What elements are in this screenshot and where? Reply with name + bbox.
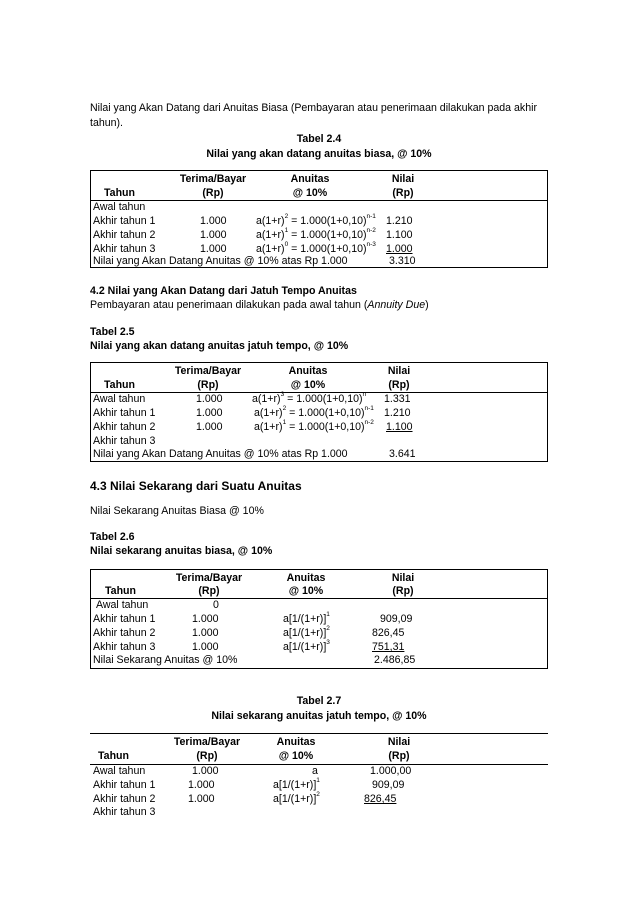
table-2-4-header-terima-unit: (Rp) xyxy=(202,187,224,199)
table-2-5-header-terima-unit: (Rp) xyxy=(197,379,219,391)
table-2-4-header-anuitas-rate: @ 10% xyxy=(292,187,328,199)
table-2-6-title: Nilai sekarang anuitas biasa, @ 10% xyxy=(90,545,273,557)
table-2-4-header-nilai-unit: (Rp) xyxy=(392,187,414,199)
table-row-formula: $a[1/(1+r)]^2$ xyxy=(283,625,330,639)
table-2-6-header-anuitas-rate: @ 10% xyxy=(288,585,324,597)
table-2-5-total-value: 3.641 xyxy=(389,448,416,460)
table-row-nilai: 1.210 xyxy=(384,407,411,419)
table-2-7-header-nilai: Nilai xyxy=(387,736,411,748)
table-2-4-header-terima: Terima/Bayar xyxy=(179,173,247,185)
table-row-formula: $a[1/(1+r)]^1$ xyxy=(283,611,330,625)
table-row-tahun: Akhir tahun 3 xyxy=(93,243,156,255)
table-row-formula: $a(1+r)^2 = 1.000(1+0,10)^{n-1}$ xyxy=(254,405,374,419)
table-row-formula: $a[1/(1+r)]^1$ xyxy=(273,777,320,791)
table-2-4-header-tahun: Tahun xyxy=(104,187,135,199)
table-row-terima: 1.000 xyxy=(192,641,219,653)
table-2-7-title: Nilai sekarang anuitas jatuh tempo, @ 10% xyxy=(211,710,427,722)
table-row-nilai: 909,09 xyxy=(380,613,413,625)
table-row-tahun: Akhir tahun 1 xyxy=(93,215,156,227)
table-row-nilai: 1.100 xyxy=(386,421,413,433)
table-row-tahun: Akhir tahun 1 xyxy=(93,407,156,419)
section-4-2-description: Pembayaran atau penerimaan dilakukan pada awal tahun (Annuity Due) xyxy=(90,299,429,311)
table-row-tahun: Akhir tahun 1 xyxy=(93,779,156,791)
table-2-4-header-anuitas: Anuitas xyxy=(290,173,330,185)
table-2-6-total-label: Nilai Sekarang Anuitas @ 10% xyxy=(93,654,238,666)
table-2-5-header-nilai: Nilai xyxy=(387,365,411,377)
table-row-nilai: 1.000 xyxy=(386,243,413,255)
table-2-7-label: Tabel 2.7 xyxy=(296,695,342,707)
table-2-5-header-anuitas-rate: @ 10% xyxy=(290,379,326,391)
table-2-6-header-terima: Terima/Bayar xyxy=(175,572,243,584)
table-row-tahun: Akhir tahun 3 xyxy=(93,641,156,653)
table-2-4-label: Tabel 2.4 xyxy=(296,133,342,145)
table-2-6-label: Tabel 2.6 xyxy=(90,531,135,543)
table-row-nilai: 1.000,00 xyxy=(370,765,412,777)
table-2-4-total-value: 3.310 xyxy=(389,255,416,267)
table-row-nilai: 909,09 xyxy=(372,779,405,791)
section-4-3-description: Nilai Sekarang Anuitas Biasa @ 10% xyxy=(90,505,264,517)
table-row-nilai: 1.100 xyxy=(386,229,413,241)
table-2-6-header-nilai-unit: (Rp) xyxy=(392,585,414,597)
table-row-terima: 1.000 xyxy=(200,229,227,241)
table-row-terima: 1.000 xyxy=(196,393,223,405)
table-row-terima: 1.000 xyxy=(200,243,227,255)
table-row-tahun: Awal tahun xyxy=(96,599,149,611)
table-row-formula: $a(1+r)^1 = 1.000(1+0,10)^{n-2}$ xyxy=(254,419,374,433)
table-row-formula: $a(1+r)^1 = 1.000(1+0,10)^{n-2}$ xyxy=(256,227,376,241)
table-row-nilai: 826,45 xyxy=(372,627,405,639)
table-row-tahun: Akhir tahun 3 xyxy=(93,806,156,818)
table-2-6-header-tahun: Tahun xyxy=(105,585,136,597)
table-2-7-header-anuitas: Anuitas xyxy=(276,736,316,748)
table-2-5-title: Nilai yang akan datang anuitas jatuh tempo, @ 10% xyxy=(90,340,349,352)
table-2-7-header-terima-unit: (Rp) xyxy=(196,750,218,762)
table-row-tahun: Awal tahun xyxy=(93,765,146,777)
intro-line-1: Nilai yang Akan Datang dari Anuitas Biasa (Pembayaran atau penerimaan dilakukan pada akhir xyxy=(90,102,537,114)
table-row-tahun: Akhir tahun 1 xyxy=(93,613,156,625)
table-row-formula: $a(1+r)^3 = 1.000(1+0,10)^n$ xyxy=(252,391,367,405)
table-row-tahun: Akhir tahun 2 xyxy=(93,421,156,433)
table-row-terima: 1.000 xyxy=(196,407,223,419)
table-row-nilai: 1.210 xyxy=(386,215,413,227)
table-row-terima: 0 xyxy=(213,599,219,611)
table-2-7-header-nilai-unit: (Rp) xyxy=(388,750,410,762)
table-row-terima: 1.000 xyxy=(200,215,227,227)
table-2-6-header-anuitas: Anuitas xyxy=(286,572,326,584)
table-2-7-header-rule xyxy=(90,764,548,765)
table-2-6-header-rule xyxy=(90,598,548,599)
table-2-7-header-terima: Terima/Bayar xyxy=(173,736,241,748)
table-row-formula: $a[1/(1+r)]^2$ xyxy=(273,791,320,805)
table-row-terima: 1.000 xyxy=(196,421,223,433)
table-2-4-header-rule xyxy=(90,200,548,201)
table-2-4-title: Nilai yang akan datang anuitas biasa, @ 10% xyxy=(206,148,432,160)
table-row-tahun: Awal tahun xyxy=(93,393,146,405)
table-row-formula: $a[1/(1+r)]^3$ xyxy=(283,639,330,653)
table-row-formula: a xyxy=(312,765,318,777)
table-row-nilai: 1.331 xyxy=(384,393,411,405)
section-4-3-heading: 4.3 Nilai Sekarang dari Suatu Anuitas xyxy=(90,479,302,493)
table-2-5-header-anuitas: Anuitas xyxy=(288,365,328,377)
table-row-terima: 1.000 xyxy=(192,613,219,625)
table-2-6-header-nilai: Nilai xyxy=(391,572,415,584)
table-row-nilai: 826,45 xyxy=(364,793,397,805)
table-2-4-header-nilai: Nilai xyxy=(391,173,415,185)
table-row-terima: 1.000 xyxy=(188,779,215,791)
table-row-terima: 1.000 xyxy=(192,627,219,639)
table-row-formula: $a(1+r)^2 = 1.000(1+0,10)^{n-1}$ xyxy=(256,213,376,227)
table-row-tahun: Akhir tahun 2 xyxy=(93,793,156,805)
table-2-5-header-nilai-unit: (Rp) xyxy=(388,379,410,391)
table-2-4-total-label: Nilai yang Akan Datang Anuitas @ 10% atas Rp 1.000 xyxy=(93,255,348,267)
table-row-tahun: Akhir tahun 3 xyxy=(93,435,156,447)
table-2-6-total-value: 2.486,85 xyxy=(374,654,416,666)
table-row-tahun: Akhir tahun 2 xyxy=(93,627,156,639)
table-row-terima: 1.000 xyxy=(192,765,219,777)
table-row-tahun: Akhir tahun 2 xyxy=(93,229,156,241)
table-row-tahun: Awal tahun xyxy=(93,201,146,213)
table-row-terima: 1.000 xyxy=(188,793,215,805)
table-2-7-header-anuitas-rate: @ 10% xyxy=(278,750,314,762)
table-2-5-header-terima: Terima/Bayar xyxy=(174,365,242,377)
table-2-7-header-tahun: Tahun xyxy=(98,750,129,762)
table-row-formula: $a(1+r)^0 = 1.000(1+0,10)^{n-3}$ xyxy=(256,241,376,255)
table-2-7-top-rule xyxy=(90,733,548,734)
table-row-nilai: 751,31 xyxy=(372,641,405,653)
intro-line-2: tahun). xyxy=(90,117,123,129)
table-2-6-header-terima-unit: (Rp) xyxy=(198,585,220,597)
table-2-5-header-tahun: Tahun xyxy=(104,379,135,391)
section-4-2-heading: 4.2 Nilai yang Akan Datang dari Jatuh Tempo Anuitas xyxy=(90,285,357,297)
table-2-5-label: Tabel 2.5 xyxy=(90,326,135,338)
table-2-5-total-label: Nilai yang Akan Datang Anuitas @ 10% atas Rp 1.000 xyxy=(93,448,348,460)
